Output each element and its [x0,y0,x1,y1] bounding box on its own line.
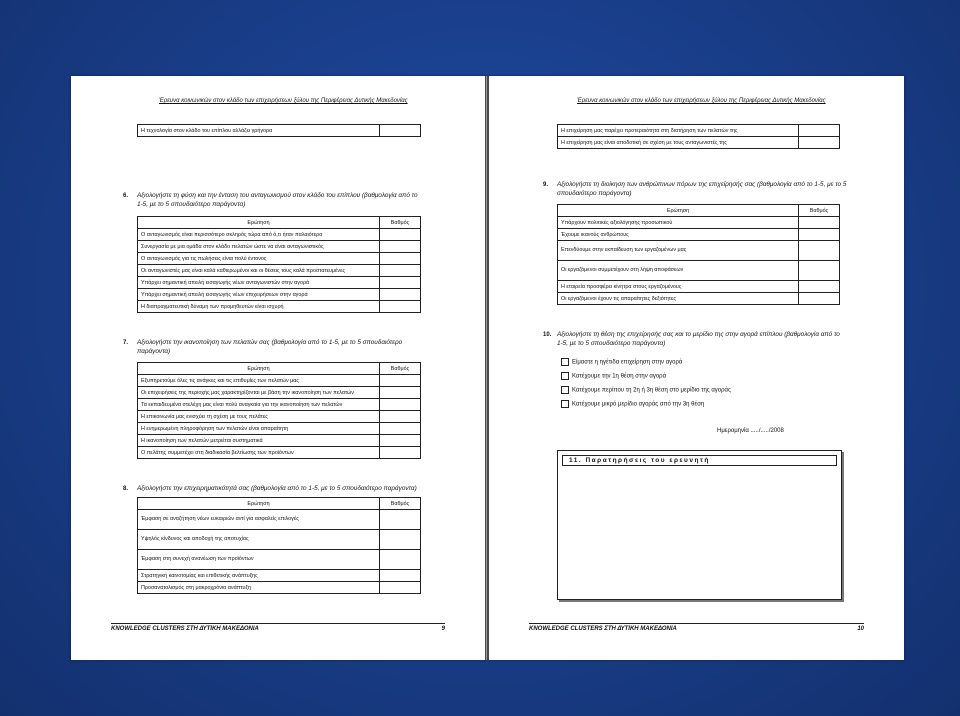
option-q10-1[interactable] [561,358,682,366]
q6-title: Αξιολογήστε τη φύση και την ένταση του ανταγωνισμού στον κλάδο του επίπλου (βαθμολογία από το 1-5, με το 5 σπουδαιότερο παράγοντα) [137,192,418,208]
table-row [558,281,840,293]
score-cell [380,375,421,387]
option-label: Κατέχουμε την 1η θέση στην αγορά [572,373,667,380]
option-label: Κατέχουμε περίπου τη 2η ή 3η θέση στο μερίδιο της αγοράς [572,387,731,394]
question-cell: Έμφαση στη συνεχή ανανέωση των προϊόντων [138,550,380,570]
table-row [138,570,421,582]
table-row [138,241,421,253]
right-footer [529,623,864,632]
page-number: 10 [857,626,864,632]
table-row [138,277,421,289]
q8-number: 8. [123,486,129,492]
researcher-remarks-box[interactable] [557,450,842,600]
score-cell [380,423,421,435]
right-top-table [557,124,840,149]
checkbox[interactable] [561,400,569,408]
q7-title: Αξιολογήστε την ικανοποίηση των πελατών σας (βαθμολογία από το 1-5, με το 5 σπουδαιότερο παράγοντα) [137,339,403,355]
table-row [558,217,840,229]
score-cell [380,570,421,582]
column-header-question: Ερώτηση [138,217,380,229]
score-cell [380,229,421,241]
score-cell [799,261,840,281]
question-cell: Η εταιρεία προσφέρει κίνητρα στους εργαζομένους [558,281,799,293]
q9-title: Αξιολογήστε τη διοίκηση των ανθρώπινων πόρων της επιχείρησής σας (βαθμολογία από το 1-5, με το 5 σπουδαιότερο παράγοντα) [557,181,847,197]
question-cell: Εξυπηρετούμε όλες τις ανάγκες και τις επιθυμίες των πελατών μας [138,375,380,387]
option-label: Είμαστε η ηγέτιδα επιχείρηση στην αγορά [572,359,683,366]
score-cell [380,277,421,289]
score-cell [380,301,421,313]
right-page [489,76,904,660]
table-row [138,265,421,277]
column-header-question: Ερώτηση [138,498,380,510]
footer-title: KNOWLEDGE CLUSTERS ΣΤΗ ΔΥΤΙΚΗ ΜΑΚΕΔΟΝΙΑ [111,626,259,632]
score-cell [799,281,840,293]
table-row [138,582,421,594]
table-cell: Η τεχνολογία στον κλάδο του επίπλου αλλάζει γρήγορα [138,125,380,137]
table-row [138,387,421,399]
question-cell: Υπάρχει σημαντική απειλή εισαγωγής νέων ανταγωνιστών στην αγορά [138,277,380,289]
column-header-score: Βαθμός [799,205,840,217]
date-line: Ημερομηνία ...../...../2008 [717,428,784,434]
question-cell: Η ενημερωμένη πληροφόρηση των πελατών είναι απαραίτητη [138,423,380,435]
option-q10-4[interactable] [561,400,704,408]
table-header-row [138,217,421,229]
q10-title: Αξιολογήστε τη θέση της επιχείρησής σας και το μερίδιο της στην αγορά επίπλου (βαθμολογία από το 1-5, με το 5 σπουδαιότερο παράγοντα) [557,331,840,347]
q6-table [137,216,421,313]
table-header-row [558,205,840,217]
score-cell [799,217,840,229]
question-cell: Οι επιχειρήσεις της περιοχής μας χαρακτηρίζονται με βάση την ικανοποίηση των πελατών [138,387,380,399]
table-row [138,399,421,411]
q7-number: 7. [123,340,129,346]
table-row [138,375,421,387]
table-row [138,550,421,570]
question-cell: Προσανατολισμός στη μακροχρόνια ανάπτυξη [138,582,380,594]
document-spread [71,76,904,660]
remarks-title: 11. Παρατηρήσεις του ερευνητή [562,455,837,466]
table-row [138,435,421,447]
table-cell: Η επιχείρηση μας παρέχει προτεραιότητα στη διατήρηση των πελατών της [558,125,799,137]
score-cell [380,411,421,423]
column-header-score: Βαθμός [380,217,421,229]
left-footer [111,623,445,632]
score-cell [380,435,421,447]
score-cell [380,265,421,277]
option-q10-3[interactable] [561,386,731,394]
table-row [138,253,421,265]
question-cell: Οι ανταγωνιστές μας είναι καλά καθιερωμένοι και οι θέσεις τους καλά προστατευμένες [138,265,380,277]
table-row [558,125,840,137]
question-cell: Επενδύουμε στην εκπαίδευση των εργαζομένων μας [558,241,799,261]
table-row [558,241,840,261]
table-row [138,229,421,241]
score-cell [799,293,840,305]
question-cell: Ο ανταγωνισμός για τις πωλήσεις είναι πολύ έντονος [138,253,380,265]
page-number: 9 [441,626,445,632]
score-cell [380,253,421,265]
score-cell [799,137,840,149]
question-cell: Έχουμε ικανούς ανθρώπους [558,229,799,241]
score-cell [380,387,421,399]
table-header-row [138,363,421,375]
table-row [558,137,840,149]
score-cell [380,289,421,301]
q9-number: 9. [543,182,549,188]
question-cell: Οι εργαζόμενοι έχουν τις απαραίτητες δεξιότητες [558,293,799,305]
score-cell [380,530,421,550]
score-cell [380,125,421,137]
question-cell: Τα εκπαιδευμένα στελέχη μας είναι πολύ αναγκαία για την ικανοποίηση των πελατών [138,399,380,411]
checkbox[interactable] [561,386,569,394]
table-cell: Η επιχείρηση μας είναι αποδοτική σε σχέση με τους ανταγωνιστές της [558,137,799,149]
table-row [138,423,421,435]
checkbox[interactable] [561,372,569,380]
score-cell [799,229,840,241]
score-cell [380,550,421,570]
right-running-header: Έρευνα κοινωνικών στον κλάδο των επιχειρήσεων ξύλου της Περιφέρειας Δυτικής Μακεδονίας [577,98,826,104]
question-cell: Έμφαση σε αναζήτηση νέων ευκαιριών αντί για ασφαλείς επιλογές [138,510,380,530]
question-cell: Υψηλός κίνδυνος και αποδοχή της αποτυχίας [138,530,380,550]
footer-title: KNOWLEDGE CLUSTERS ΣΤΗ ΔΥΤΙΚΗ ΜΑΚΕΔΟΝΙΑ [529,626,677,632]
question-cell: Υπάρχει σημαντική απειλή εισαγωγής νέων επιχειρήσεων στην αγορά [138,289,380,301]
question-cell: Οι εργαζόμενοι συμμετέχουν στη λήψη αποφάσεων [558,261,799,281]
table-header-row [138,498,421,510]
table-row [138,125,421,137]
question-cell: Στρατηγική καινοτομίας και επιθετικής ανάπτυξης [138,570,380,582]
score-cell [380,447,421,459]
column-header-question: Ερώτηση [138,363,380,375]
score-cell [799,241,840,261]
question-cell: Η διαπραγματευτική δύναμη των προμηθευτών είναι ισχυρή [138,301,380,313]
score-cell [380,510,421,530]
column-header-question: Ερώτηση [558,205,799,217]
q6-number: 6. [123,193,129,199]
score-cell [380,582,421,594]
table-row [558,229,840,241]
score-cell [799,125,840,137]
table-row [138,530,421,550]
q10-number: 10. [543,332,552,338]
left-page [71,76,485,660]
table-row [138,447,421,459]
q8-table [137,497,421,594]
table-row [138,301,421,313]
left-running-header: Έρευνα κοινωνικών στον κλάδο των επιχειρήσεων ξύλου της Περιφέρειας Δυτικής Μακεδονίας [159,98,408,104]
question-cell: Ο πελάτης συμμετέχει στη διαδικασία βελτίωσης των προϊόντων [138,447,380,459]
column-header-score: Βαθμός [380,363,421,375]
q7-table [137,362,421,459]
question-cell: Ο ανταγωνισμός είναι περισσότερο σκληρός τώρα από ό,τι ήταν παλαιότερα [138,229,380,241]
q8-title: Αξιολογήστε την επιχειρηματικότητά σας (βαθμολογία από το 1-5, με το 5 σπουδαιότερο παράγοντα) [137,485,417,492]
table-row [138,289,421,301]
table-row [558,293,840,305]
question-cell: Συνεργασία με μια ομάδα στον κλάδο πελατών ώστε να είναι ανταγωνιστικός [138,241,380,253]
question-cell: Υπάρχουν πολιτικές αξιολόγησης προσωπικού [558,217,799,229]
table-row [558,261,840,281]
q9-table [557,204,840,305]
score-cell [380,241,421,253]
checkbox[interactable] [561,358,569,366]
option-label: Κατέχουμε μικρό μερίδιο αγοράς από την 3η θέση [572,401,705,408]
left-top-table [137,124,421,137]
column-header-score: Βαθμός [380,498,421,510]
table-row [138,510,421,530]
option-q10-2[interactable] [561,372,666,380]
score-cell [380,399,421,411]
question-cell: Η ικανοποίηση των πελατών μετριέται συστηματικά [138,435,380,447]
question-cell: Η επικοινωνία μας ενισχύει τη σχέση με τους πελάτες [138,411,380,423]
table-row [138,411,421,423]
